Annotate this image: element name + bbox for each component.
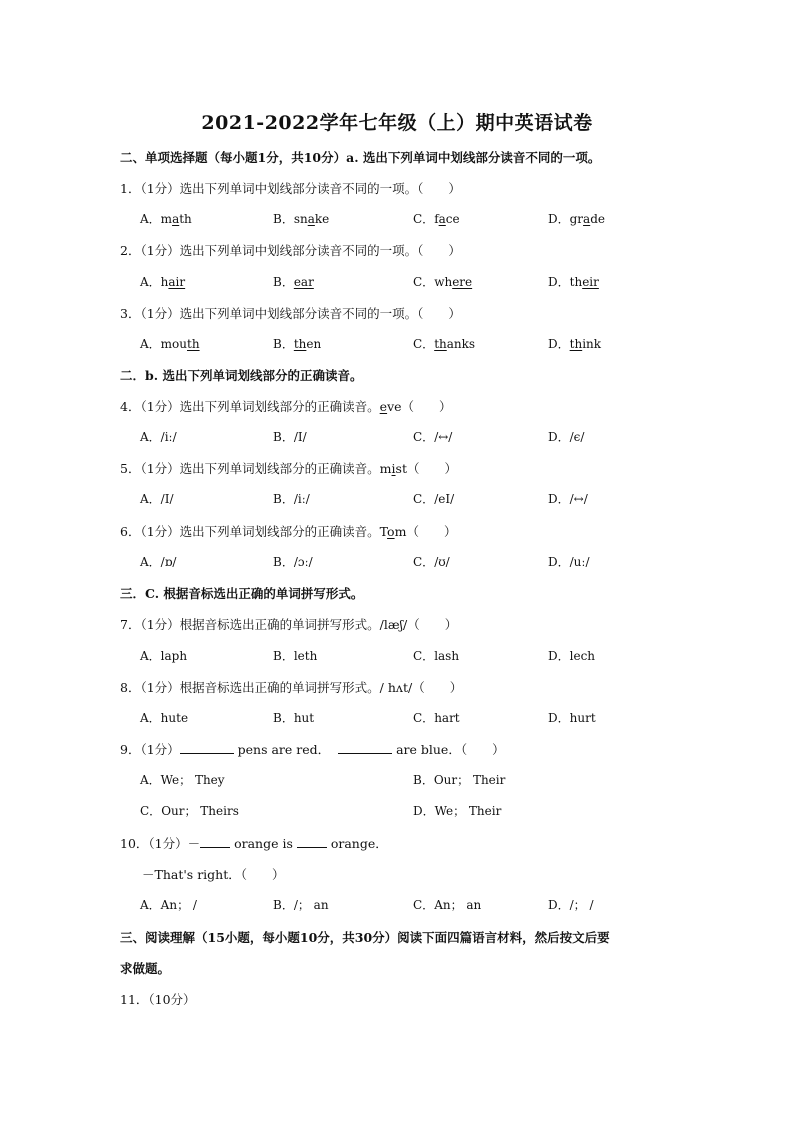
section-heading-2a: 二、单项选择题（每小题1分，共10分）a. 选出下列单词中划线部分读音不同的一项。	[120, 150, 601, 165]
option-c[interactable]: C．thanks	[413, 337, 476, 351]
option-d[interactable]: D．grade	[548, 212, 605, 226]
option-a[interactable]: A．/ɒ/	[140, 555, 177, 569]
option-d[interactable]: D．their	[548, 275, 599, 289]
option-c[interactable]: C．/↔/	[413, 430, 453, 444]
option-c[interactable]: C．Our； Theirs	[140, 804, 239, 818]
answer-blank[interactable]	[180, 742, 234, 754]
option-a[interactable]: A．laph	[140, 649, 188, 663]
option-a[interactable]: A．math	[140, 212, 192, 226]
option-c[interactable]: C．hart	[413, 711, 460, 725]
question-6-stem: 6．（1分）选出下列单词划线部分的正确读音。Tom（ ）	[120, 524, 457, 539]
option-c[interactable]: C．lash	[413, 649, 460, 663]
question-10-reply: －That's right．（ ）	[142, 867, 285, 882]
question-7-stem: 7．（1分）根据音标选出正确的单词拼写形式。/læʃ/（ ）	[120, 617, 458, 632]
section-heading-3-reading-cont: 求做题。	[120, 961, 171, 976]
option-c[interactable]: C．where	[413, 275, 473, 289]
option-c[interactable]: C．face	[413, 212, 460, 226]
option-a[interactable]: A．hair	[140, 275, 186, 289]
option-d[interactable]: D．hurt	[548, 711, 596, 725]
page-title: 2021-2022学年七年级（上）期中英语试卷	[201, 112, 593, 134]
option-d[interactable]: D．/； /	[548, 898, 594, 912]
option-a[interactable]: A．/iː/	[140, 430, 177, 444]
section-heading-3-reading: 三、阅读理解（15小题，每小题10分，共30分）阅读下面四篇语言材料，然后按文后要	[120, 930, 610, 945]
option-b[interactable]: B．Our； Their	[413, 773, 506, 787]
option-b[interactable]: B．/iː/	[273, 492, 310, 506]
question-1-stem: 1．（1分）选出下列单词中划线部分读音不同的一项。（ ）	[120, 181, 461, 196]
question-3-stem: 3．（1分）选出下列单词中划线部分读音不同的一项。（ ）	[120, 306, 461, 321]
section-heading-2b: 二．b. 选出下列单词划线部分的正确读音。	[120, 368, 363, 383]
option-d[interactable]: D．/uː/	[548, 555, 590, 569]
option-b[interactable]: B．/I/	[273, 430, 307, 444]
option-d[interactable]: D．/↔/	[548, 492, 588, 506]
option-d[interactable]: D．think	[548, 337, 602, 351]
answer-blank[interactable]	[338, 742, 392, 754]
option-c[interactable]: C．/eI/	[413, 492, 455, 506]
option-a[interactable]: A．mouth	[140, 337, 200, 351]
question-10-stem: 10．（1分）－ orange is orange．	[120, 836, 388, 851]
option-a[interactable]: A．We； They	[140, 773, 225, 787]
option-d[interactable]: D．/є/	[548, 430, 585, 444]
answer-blank[interactable]	[297, 836, 327, 848]
option-b[interactable]: B．hut	[273, 711, 315, 725]
option-b[interactable]: B．then	[273, 337, 322, 351]
option-d[interactable]: D．lech	[548, 649, 596, 663]
option-c[interactable]: C．/ʊ/	[413, 555, 450, 569]
option-b[interactable]: B．/ɔː/	[273, 555, 313, 569]
question-9-stem: 9．（1分） pens are red． are blue．（ ）	[120, 742, 505, 757]
option-d[interactable]: D．We； Their	[413, 804, 502, 818]
option-a[interactable]: A．An； /	[140, 898, 197, 912]
question-4-stem: 4．（1分）选出下列单词划线部分的正确读音。eve（ ）	[120, 399, 452, 414]
option-c[interactable]: C．An； an	[413, 898, 482, 912]
option-b[interactable]: B．/； an	[273, 898, 329, 912]
question-2-stem: 2．（1分）选出下列单词中划线部分读音不同的一项。（ ）	[120, 243, 461, 258]
question-8-stem: 8．（1分）根据音标选出正确的单词拼写形式。/ hʌt/（ ）	[120, 680, 463, 695]
answer-blank[interactable]	[200, 836, 230, 848]
option-a[interactable]: A．/I/	[140, 492, 174, 506]
option-b[interactable]: B．snake	[273, 212, 330, 226]
option-a[interactable]: A．hute	[140, 711, 189, 725]
question-11-stem: 11．（10分）	[120, 992, 196, 1007]
section-heading-3c: 三．C. 根据音标选出正确的单词拼写形式。	[120, 586, 364, 601]
option-b[interactable]: B．ear	[273, 275, 314, 289]
option-b[interactable]: B．leth	[273, 649, 318, 663]
question-5-stem: 5．（1分）选出下列单词划线部分的正确读音。mist（ ）	[120, 461, 457, 476]
